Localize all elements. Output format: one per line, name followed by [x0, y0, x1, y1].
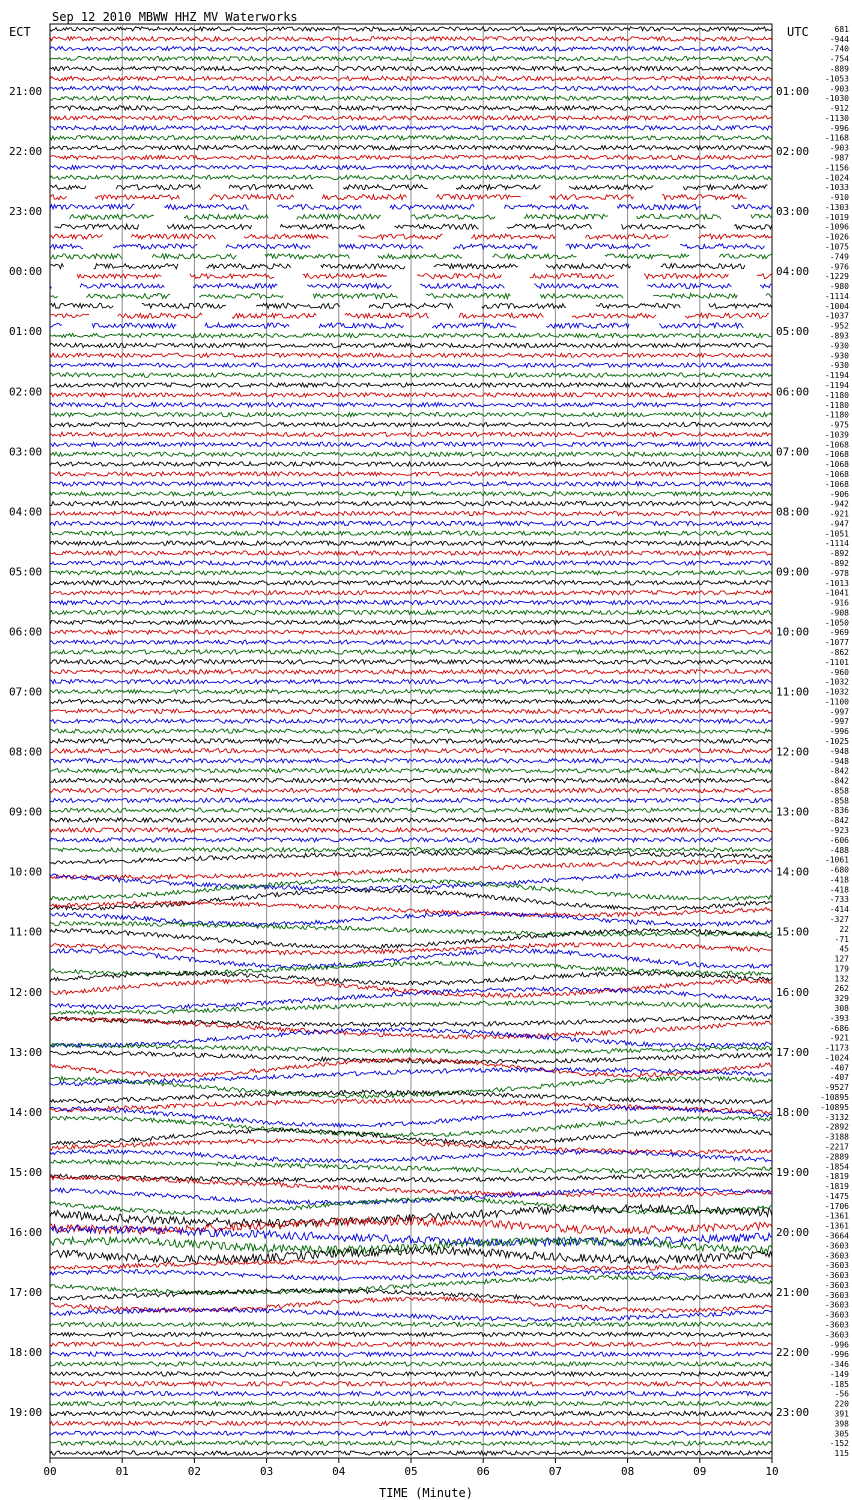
row-value-label: -10895: [820, 1093, 849, 1103]
x-tick-label: 07: [548, 1465, 563, 1478]
right-hour-label: 18:00: [776, 1105, 810, 1119]
x-tick-labels: [43, 1458, 778, 1478]
right-hour-label: 14:00: [776, 865, 810, 879]
row-value-label: -944: [829, 34, 849, 44]
row-value-label: -3603: [824, 1320, 849, 1330]
row-value-label: -10895: [820, 1102, 849, 1112]
x-tick-label: 10: [765, 1465, 779, 1478]
row-value-label: -1180: [824, 410, 849, 420]
row-value-label: -952: [829, 321, 849, 331]
row-value-label: 681: [834, 24, 849, 34]
row-value-label: -418: [829, 875, 849, 885]
left-hour-label: 04:00: [9, 505, 43, 519]
row-value-label: -1051: [824, 529, 849, 539]
row-value-label: -996: [829, 123, 849, 133]
row-value-label: -3664: [824, 1231, 849, 1241]
row-value-label: -606: [829, 835, 849, 845]
left-hour-label: 15:00: [9, 1165, 43, 1179]
left-hour-label: 06:00: [9, 625, 43, 639]
right-hour-label: 03:00: [776, 205, 810, 219]
row-value-label: -893: [829, 331, 849, 341]
right-hour-label: 08:00: [776, 505, 810, 519]
row-value-label: -996: [829, 1350, 849, 1360]
row-value-label: -3603: [824, 1330, 849, 1340]
right-hour-labels: [776, 85, 809, 1419]
row-value-label: -3603: [824, 1280, 849, 1290]
row-value-label: -1041: [824, 588, 849, 598]
trace-row: [50, 244, 765, 249]
row-value-label: -1819: [824, 1172, 849, 1182]
right-hour-label: 13:00: [776, 805, 810, 819]
row-value-label: -71: [834, 934, 849, 944]
right-hour-label: 10:00: [776, 625, 810, 639]
left-hour-label: 07:00: [9, 685, 43, 699]
row-value-label: -1037: [824, 311, 849, 321]
trace-row: [50, 185, 768, 190]
row-value-label: -149: [829, 1369, 849, 1379]
left-hour-label: 02:00: [9, 385, 43, 399]
right-hour-label: 22:00: [776, 1346, 810, 1360]
row-value-label: -906: [829, 489, 849, 499]
right-hour-label: 01:00: [776, 85, 810, 98]
row-value-label: -980: [829, 282, 849, 292]
row-value-label: -2217: [824, 1142, 849, 1152]
x-tick-label: 08: [620, 1465, 635, 1478]
row-value-label: -948: [829, 746, 849, 756]
left-hour-label: 13:00: [9, 1045, 43, 1059]
row-value-label: -1004: [824, 301, 849, 311]
row-value-label: -3603: [824, 1290, 849, 1300]
trace-row: [77, 274, 772, 279]
row-value-label: -921: [829, 1033, 849, 1043]
row-value-label: -930: [829, 351, 849, 361]
row-value-label: -969: [829, 628, 849, 638]
row-value-label: -1039: [824, 430, 849, 440]
left-hour-label: 08:00: [9, 745, 43, 759]
x-tick-label: 04: [332, 1465, 346, 1478]
right-hour-label: 23:00: [776, 1406, 810, 1420]
row-value-label: -942: [829, 499, 849, 509]
left-hour-label: 14:00: [9, 1105, 43, 1119]
row-value-label: -987: [829, 153, 849, 163]
left-hour-label: 01:00: [9, 325, 43, 339]
row-value-label: -923: [829, 826, 849, 836]
row-value-label: -976: [829, 262, 849, 272]
trace-row: [70, 214, 772, 219]
left-hour-labels: [9, 85, 42, 1419]
row-value-label: -1130: [824, 113, 849, 123]
row-value-label: -1101: [824, 657, 849, 667]
left-hour-label: 09:00: [9, 805, 43, 819]
trace-row: [50, 313, 769, 318]
right-hour-label: 04:00: [776, 265, 810, 279]
row-value-label: -686: [829, 1023, 849, 1033]
row-value-label: -1114: [824, 291, 849, 301]
row-value-label: -418: [829, 885, 849, 895]
row-value-label: -414: [829, 905, 849, 915]
row-value-label: -1024: [824, 1053, 849, 1063]
x-tick-label: 03: [259, 1465, 274, 1478]
row-value-label: -1013: [824, 578, 849, 588]
row-value-label: -1194: [824, 371, 849, 381]
row-value-label: 45: [839, 944, 849, 954]
row-value-label: 220: [834, 1399, 849, 1409]
row-value-label: -908: [829, 608, 849, 618]
row-value-label: -948: [829, 756, 849, 766]
row-value-label: -3603: [824, 1261, 849, 1271]
row-value-label: -1173: [824, 1043, 849, 1053]
row-value-label: -996: [829, 1340, 849, 1350]
row-value-label: -1475: [824, 1191, 849, 1201]
row-value-label: -997: [829, 717, 849, 727]
row-value-label: -892: [829, 558, 849, 568]
row-value-label: -1180: [824, 390, 849, 400]
right-hour-label: 16:00: [776, 985, 810, 999]
right-hour-label: 17:00: [776, 1045, 810, 1059]
row-value-label: -346: [829, 1360, 849, 1370]
right-hour-label: 07:00: [776, 445, 810, 459]
row-value-label: -9527: [824, 1083, 849, 1093]
row-value-label: -152: [829, 1439, 849, 1449]
row-value-label: -858: [829, 796, 849, 806]
row-value-label: -916: [829, 598, 849, 608]
left-hour-label: 00:00: [9, 265, 43, 279]
row-value-label: -2892: [824, 1122, 849, 1132]
right-hour-label: 15:00: [776, 925, 810, 939]
row-value-label: 132: [834, 974, 849, 984]
row-value-label: -978: [829, 568, 849, 578]
x-axis-label: TIME (Minute): [379, 1486, 473, 1500]
row-value-label: 391: [834, 1409, 849, 1419]
right-hour-label: 09:00: [776, 565, 810, 579]
row-value-label: -1061: [824, 855, 849, 865]
row-value-label: -1361: [824, 1211, 849, 1221]
row-value-label: -1019: [824, 212, 849, 222]
row-value-label: -912: [829, 104, 849, 114]
right-hour-label: 19:00: [776, 1165, 810, 1179]
row-value-label: -1854: [824, 1162, 849, 1172]
row-value-label: 308: [834, 1004, 849, 1014]
row-value-label: -889: [829, 64, 849, 74]
row-value-label: 22: [839, 924, 849, 934]
row-value-label: -858: [829, 786, 849, 796]
row-value-label: -3603: [824, 1251, 849, 1261]
row-value-label: -997: [829, 707, 849, 717]
row-value-label: -842: [829, 766, 849, 776]
row-value-label: -975: [829, 420, 849, 430]
left-hour-label: 18:00: [9, 1346, 43, 1360]
left-hour-label: 16:00: [9, 1225, 43, 1239]
row-value-label: -407: [829, 1073, 849, 1083]
row-value-label: 329: [834, 994, 849, 1004]
trace-row: [50, 264, 745, 269]
row-value-label: -903: [829, 143, 849, 153]
row-value-label: -1050: [824, 618, 849, 628]
row-value-label: -930: [829, 361, 849, 371]
left-hour-label: 03:00: [9, 445, 43, 459]
right-axis-label: UTC: [787, 25, 809, 39]
trace-row: [50, 195, 746, 200]
row-value-label: -1168: [824, 133, 849, 143]
row-value-label: -3132: [824, 1112, 849, 1122]
trace-row: [55, 224, 773, 229]
x-tick-label: 06: [476, 1465, 490, 1478]
row-value-label: -680: [829, 865, 849, 875]
row-value-label: -1068: [824, 460, 849, 470]
row-value-label: -1156: [824, 163, 849, 173]
row-value-label: -1229: [824, 272, 849, 282]
row-value-label: -1077: [824, 638, 849, 648]
row-value-label: -1024: [824, 173, 849, 183]
row-value-label: -3603: [824, 1271, 849, 1281]
row-value-label: -842: [829, 816, 849, 826]
row-value-label: -892: [829, 549, 849, 559]
left-hour-label: 21:00: [9, 85, 43, 98]
row-value-label: 398: [834, 1419, 849, 1429]
row-value-label: -733: [829, 895, 849, 905]
right-hour-label: 05:00: [776, 325, 810, 339]
row-value-label: -1706: [824, 1201, 849, 1211]
row-value-label: -749: [829, 252, 849, 262]
row-value-label: -1068: [824, 450, 849, 460]
left-hour-label: 22:00: [9, 145, 43, 159]
row-value-label: -3603: [824, 1241, 849, 1251]
row-value-label: -1025: [824, 737, 849, 746]
row-value-label: -1194: [824, 380, 849, 390]
row-value-label: -1075: [824, 242, 849, 252]
row-value-label: -903: [829, 84, 849, 94]
row-value-label: -185: [829, 1379, 849, 1389]
left-hour-label: 11:00: [9, 925, 43, 939]
left-hour-label: 12:00: [9, 985, 43, 999]
right-hour-label: 02:00: [776, 145, 810, 159]
row-value-label: -1361: [824, 1221, 849, 1231]
row-value-label: -3603: [824, 1310, 849, 1320]
left-hour-label: 19:00: [9, 1406, 43, 1420]
row-value-label: -407: [829, 1063, 849, 1073]
row-value-label: 115: [834, 1449, 849, 1459]
right-hour-label: 11:00: [776, 685, 810, 699]
row-value-label: -2889: [824, 1152, 849, 1162]
row-value-label: -1032: [824, 677, 849, 687]
x-tick-label: 05: [404, 1465, 418, 1478]
row-value-label: -1096: [824, 222, 849, 232]
row-value-label: 262: [834, 984, 849, 994]
row-value-label: -488: [829, 845, 849, 855]
row-value-label: -3603: [824, 1300, 849, 1310]
row-value-label: -1068: [824, 440, 849, 450]
row-value-label: -996: [829, 727, 849, 737]
row-value-label: -1053: [824, 74, 849, 84]
row-value-label: -1100: [824, 697, 849, 707]
row-value-label: -1030: [824, 94, 849, 104]
right-hour-label: 20:00: [776, 1225, 810, 1239]
row-value-label: -930: [829, 341, 849, 351]
chart-title: Sep 12 2010 MBWW HHZ MV Waterworks: [52, 10, 298, 24]
row-value-label: -1114: [824, 539, 849, 549]
row-value-label: -960: [829, 667, 849, 677]
row-value-label: -393: [829, 1013, 849, 1023]
right-hour-label: 12:00: [776, 745, 810, 759]
row-value-label: -1819: [824, 1182, 849, 1192]
row-value-label: -740: [829, 44, 849, 54]
row-value-label: -3188: [824, 1132, 849, 1142]
row-value-label: -1068: [824, 479, 849, 489]
left-hour-label: 05:00: [9, 565, 43, 579]
row-value-label: -327: [829, 915, 849, 925]
left-hour-label: 10:00: [9, 865, 43, 879]
row-value-label: -1180: [824, 400, 849, 410]
row-value-label: -842: [829, 776, 849, 786]
row-value-label: -1303: [824, 202, 849, 212]
row-value-label: -1068: [824, 469, 849, 479]
left-axis-label: ECT: [9, 25, 31, 39]
row-value-label: -754: [829, 54, 849, 64]
x-tick-label: 00: [43, 1465, 57, 1478]
row-value-label: -921: [829, 509, 849, 519]
row-value-label: -56: [834, 1389, 849, 1399]
x-tick-label: 09: [693, 1465, 707, 1478]
row-value-label: -836: [829, 806, 849, 816]
row-value-label: 179: [834, 964, 849, 974]
row-value-label: -862: [829, 647, 849, 657]
row-value-label: -1032: [824, 687, 849, 697]
right-hour-label: 21:00: [776, 1286, 810, 1299]
right-hour-label: 06:00: [776, 385, 810, 399]
row-value-label: 127: [834, 954, 849, 964]
x-tick-label: 02: [187, 1465, 202, 1478]
row-value-label: -1033: [824, 183, 849, 193]
row-value-label: -1026: [824, 232, 849, 242]
row-value-label: 305: [834, 1429, 849, 1439]
left-hour-label: 17:00: [9, 1286, 43, 1299]
x-tick-label: 01: [115, 1465, 129, 1478]
left-hour-label: 23:00: [9, 205, 43, 219]
row-value-label: -910: [829, 193, 849, 203]
row-value-label: -947: [829, 519, 849, 529]
row-value-labels: [820, 25, 849, 1458]
